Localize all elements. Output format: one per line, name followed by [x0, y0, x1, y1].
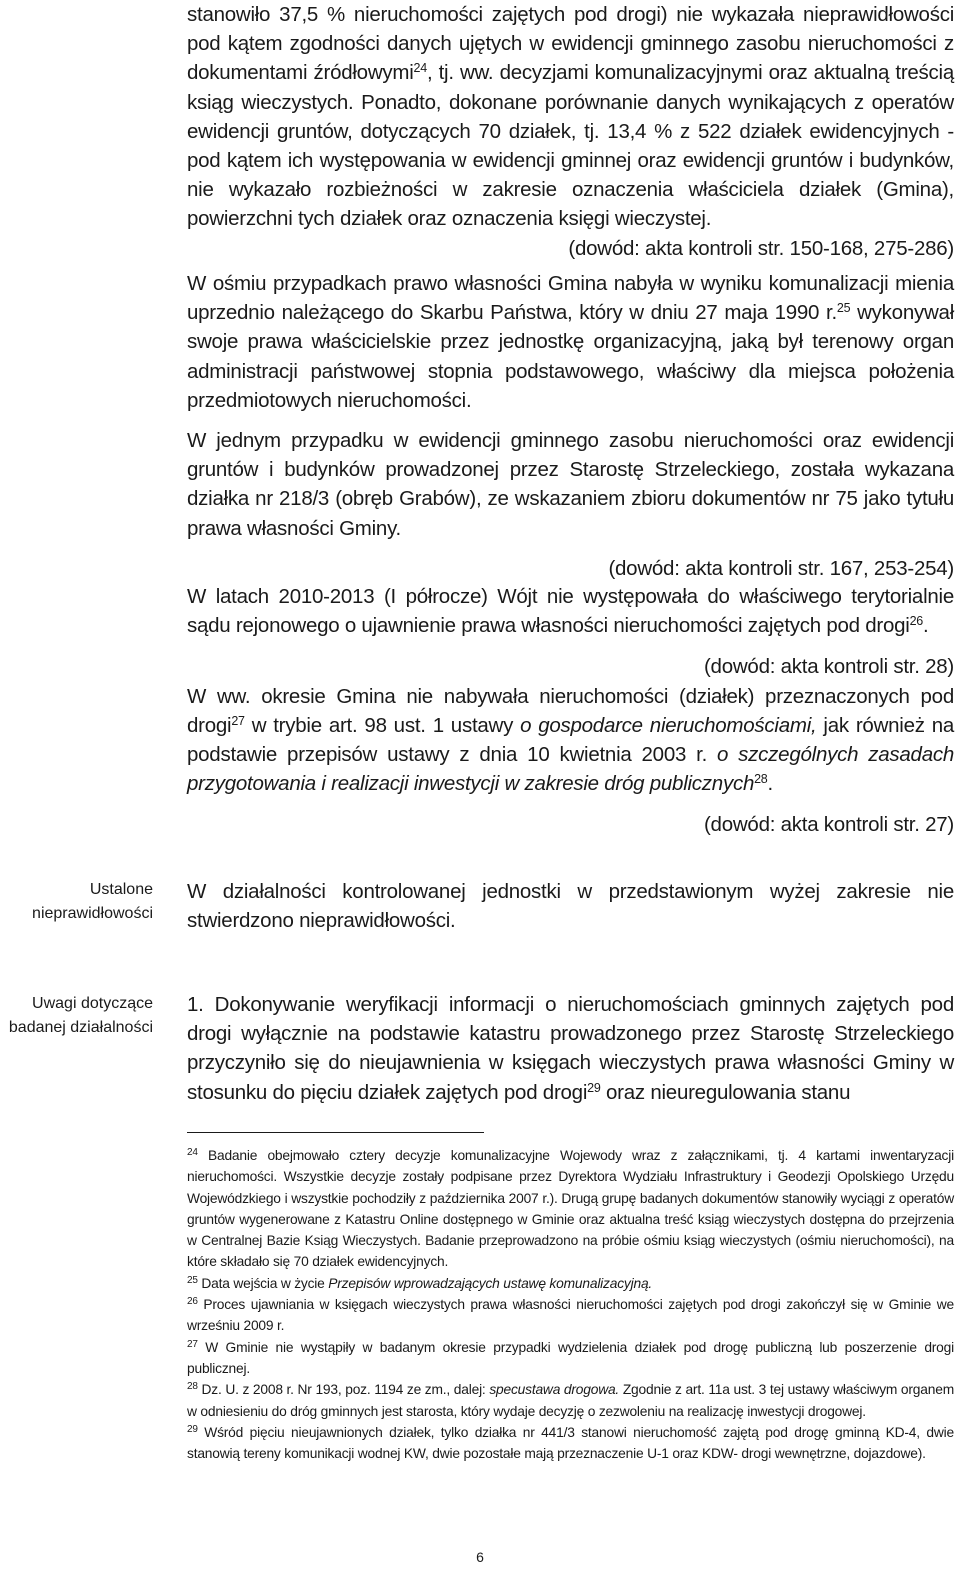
footnote-28: $^{28}$ Dz. U. z 2008 r. Nr 193, poz. 1194 ze zm., dalej: specustawa drogowa. Zgodnie z art. 11a ust. 3 tej ustawy właściwym organem w odniesieniu do dróg gminnych jest starosta, który wydaje decyzję o zezwoleniu na realizację inwestycji drogowej. [187, 1381, 954, 1419]
footnote-ref-25[interactable]: 25 [836, 301, 851, 316]
page-number: 6 [476, 1549, 484, 1565]
footnote-separator [187, 1132, 484, 1133]
evidence-citation: (dowód: akta kontroli str. 167, 253-254) [608, 556, 954, 580]
body-section-2 [187, 269, 954, 415]
paragraph-parcel-218-3: W jednym przypadku w ewidencji gminnego zasobu nieruchomości oraz ewidencji gruntów i budynków prowadzonej przez Starostę Strzeleckiego, została wykazana działka nr 218/3 (obręb Grabów), ze wskazaniem zbioru dokumentów nr 75 jako tytułu prawa własności Gminy. [187, 429, 954, 540]
remarks-heading: Uwagi dotyczące badanej działalności [8, 995, 153, 1036]
footnote-24: $^{24}$ Badanie obejmowało cztery decyzje komunalizacyjne Wojewody wraz z załącznikami, tj. 4 kartami inwentaryzacji nieruchomości. Wszystkie decyzje zostały podpisane przez Dyrektora Wydziału Infrastruktury i Geodezji Opolskiego Urzędu Wojewódzkiego i wszystkie pochodziły z października 2007 r.). Drugą grupę badanych dokumentów stanowiły wyciągi z operatów gruntów wygenerowane z Katastru Online dostępnego w Gminie oraz aktualna treść ksiąg wieczystych dostępna do przejrzenia w Centralnej Bazie Ksiąg Wieczystych. Badanie przeprowadzono na próbie ośmiu ksiąg wieczystych (ośmiu nieruchomości), na które składało się 70 działek ewidencyjnych. [187, 1147, 954, 1270]
footnote-ref-28[interactable]: 28 [754, 772, 768, 787]
paragraph-communalization: W ośmiu przypadkach prawo własności Gmina nabyła w wyniku komunalizacji mienia uprzednio należącego do Skarbu Państwa, który w dniu 27 maja 1990 r.$^{25}$ wykonywał swoje prawa właścicielskie przez jednostkę organizacyjną, jaką był terenowy organ administracji państwowej stopnia podstawowego, właściwy dla miejsca położenia przedmiotowych nieruchomości. [187, 272, 954, 412]
paragraph-court-disclosure: W latach 2010-2013 (I półrocze) Wójt nie występowała do właściwego terytorialnie sądu rejonowego o ujawnienie prawa własności nieruchomości zajętych pod drogi$^{26}$. [187, 585, 954, 638]
footnote-ref-24[interactable]: 24 [413, 61, 427, 76]
findings-section [187, 877, 954, 935]
paragraph-no-irregularities: W działalności kontrolowanej jednostki w przedstawionym wyżej zakresie nie stwierdzono nieprawidłowości. [187, 880, 954, 933]
footnote-ref-26[interactable]: 26 [909, 614, 923, 629]
paragraph-verification: stanowiło 37,5 % nieruchomości zajętych pod drogi) nie wykazała nieprawidłowości pod kątem zgodności danych ujętych w ewidencji gminnego zasobu nieruchomości z dokumentami źródłowymi$^{24}$, tj. ww. decyzjami komunalizacyjnymi oraz aktualną treścią ksiąg wieczystych. Ponadto, dokonane porównanie danych wynikających z operatów ewidencji gruntów, dotyczących 70 działek, tj. 13,4 % z 522 działek ewidencyjnych - pod kątem ich występowania w ewidencji gminnej oraz ewidencji gruntów i budynków, nie wykazało rozbieżności w zakresie oznaczenia właściciela działek (Gmina), powierzchni tych działek oraz oznaczenia księgi wieczystej. [187, 3, 954, 231]
footnote-ref-27[interactable]: 27 [231, 713, 245, 728]
footnote-29: $^{29}$ Wśród pięciu nieujawnionych działek, tylko działka nr 441/3 stanowi nieruchomość zajętą pod drogę gminną KD-4, dwie stanowią tereny komunikacji wodnej KW, dwie pozostałe mają przeznaczenie U-1 oraz KDW- drogi wewnętrzne, dojazdowe). [187, 1423, 954, 1462]
body-section-4 [187, 582, 954, 840]
footnotes [187, 1145, 954, 1464]
paragraph-remark-1: 1. Dokonywanie weryfikacji informacji o nieruchomościach gminnych zajętych pod drogi wyłącznie na podstawie katastru prowadzonego przez Starostę Strzeleckiego przyczyniło się do nieujawnienia w księgach wieczystych prawa własności Gminy w stosunku do pięciu działek zajętych pod drogi$^{29}$ oraz nieuregulowania stanu [187, 993, 954, 1104]
footnote-25: $^{25}$ Data wejścia w życie Przepisów wprowadzających ustawę komunalizacyjną. [187, 1274, 653, 1291]
evidence-citation: (dowód: akta kontroli str. 28) [703, 655, 954, 679]
evidence-citation: (dowód: akta kontroli str. 150-168, 275-286) [568, 236, 954, 260]
body-section-3 [187, 426, 954, 583]
body-section-1 [187, 0, 954, 263]
footnote-27: $^{27}$ W Gminie nie wystąpiły w badanym okresie przypadki wydzielenia działek pod drogę publiczną lub poszerzenie drogi publicznej. [187, 1338, 954, 1376]
footnote-26: $^{26}$ Proces ujawniania w księgach wieczystych prawa własności nieruchomości zajętych pod drogi zakończył się w Gminie we wrześniu 2009 r. [187, 1296, 954, 1334]
paragraph-acquisition: W ww. okresie Gmina nie nabywała nieruchomości (działek) przeznaczonych pod drogi$^{27}$ w trybie art. 98 ust. 1 ustawy o gospodarce nieruchomościami, jak również na podstawie przepisów ustawy z dnia 10 kwietnia 2003 r. o szczególnych zasadach przygotowania i realizacji inwestycji w zakresie dróg publicznych$^{28}$. [187, 684, 955, 796]
findings-heading: Ustalone nieprawidłowości [32, 881, 153, 922]
footnote-ref-29[interactable]: 29 [587, 1080, 601, 1095]
remarks-section [187, 990, 954, 1107]
evidence-citation: (dowód: akta kontroli str. 27) [703, 813, 954, 837]
